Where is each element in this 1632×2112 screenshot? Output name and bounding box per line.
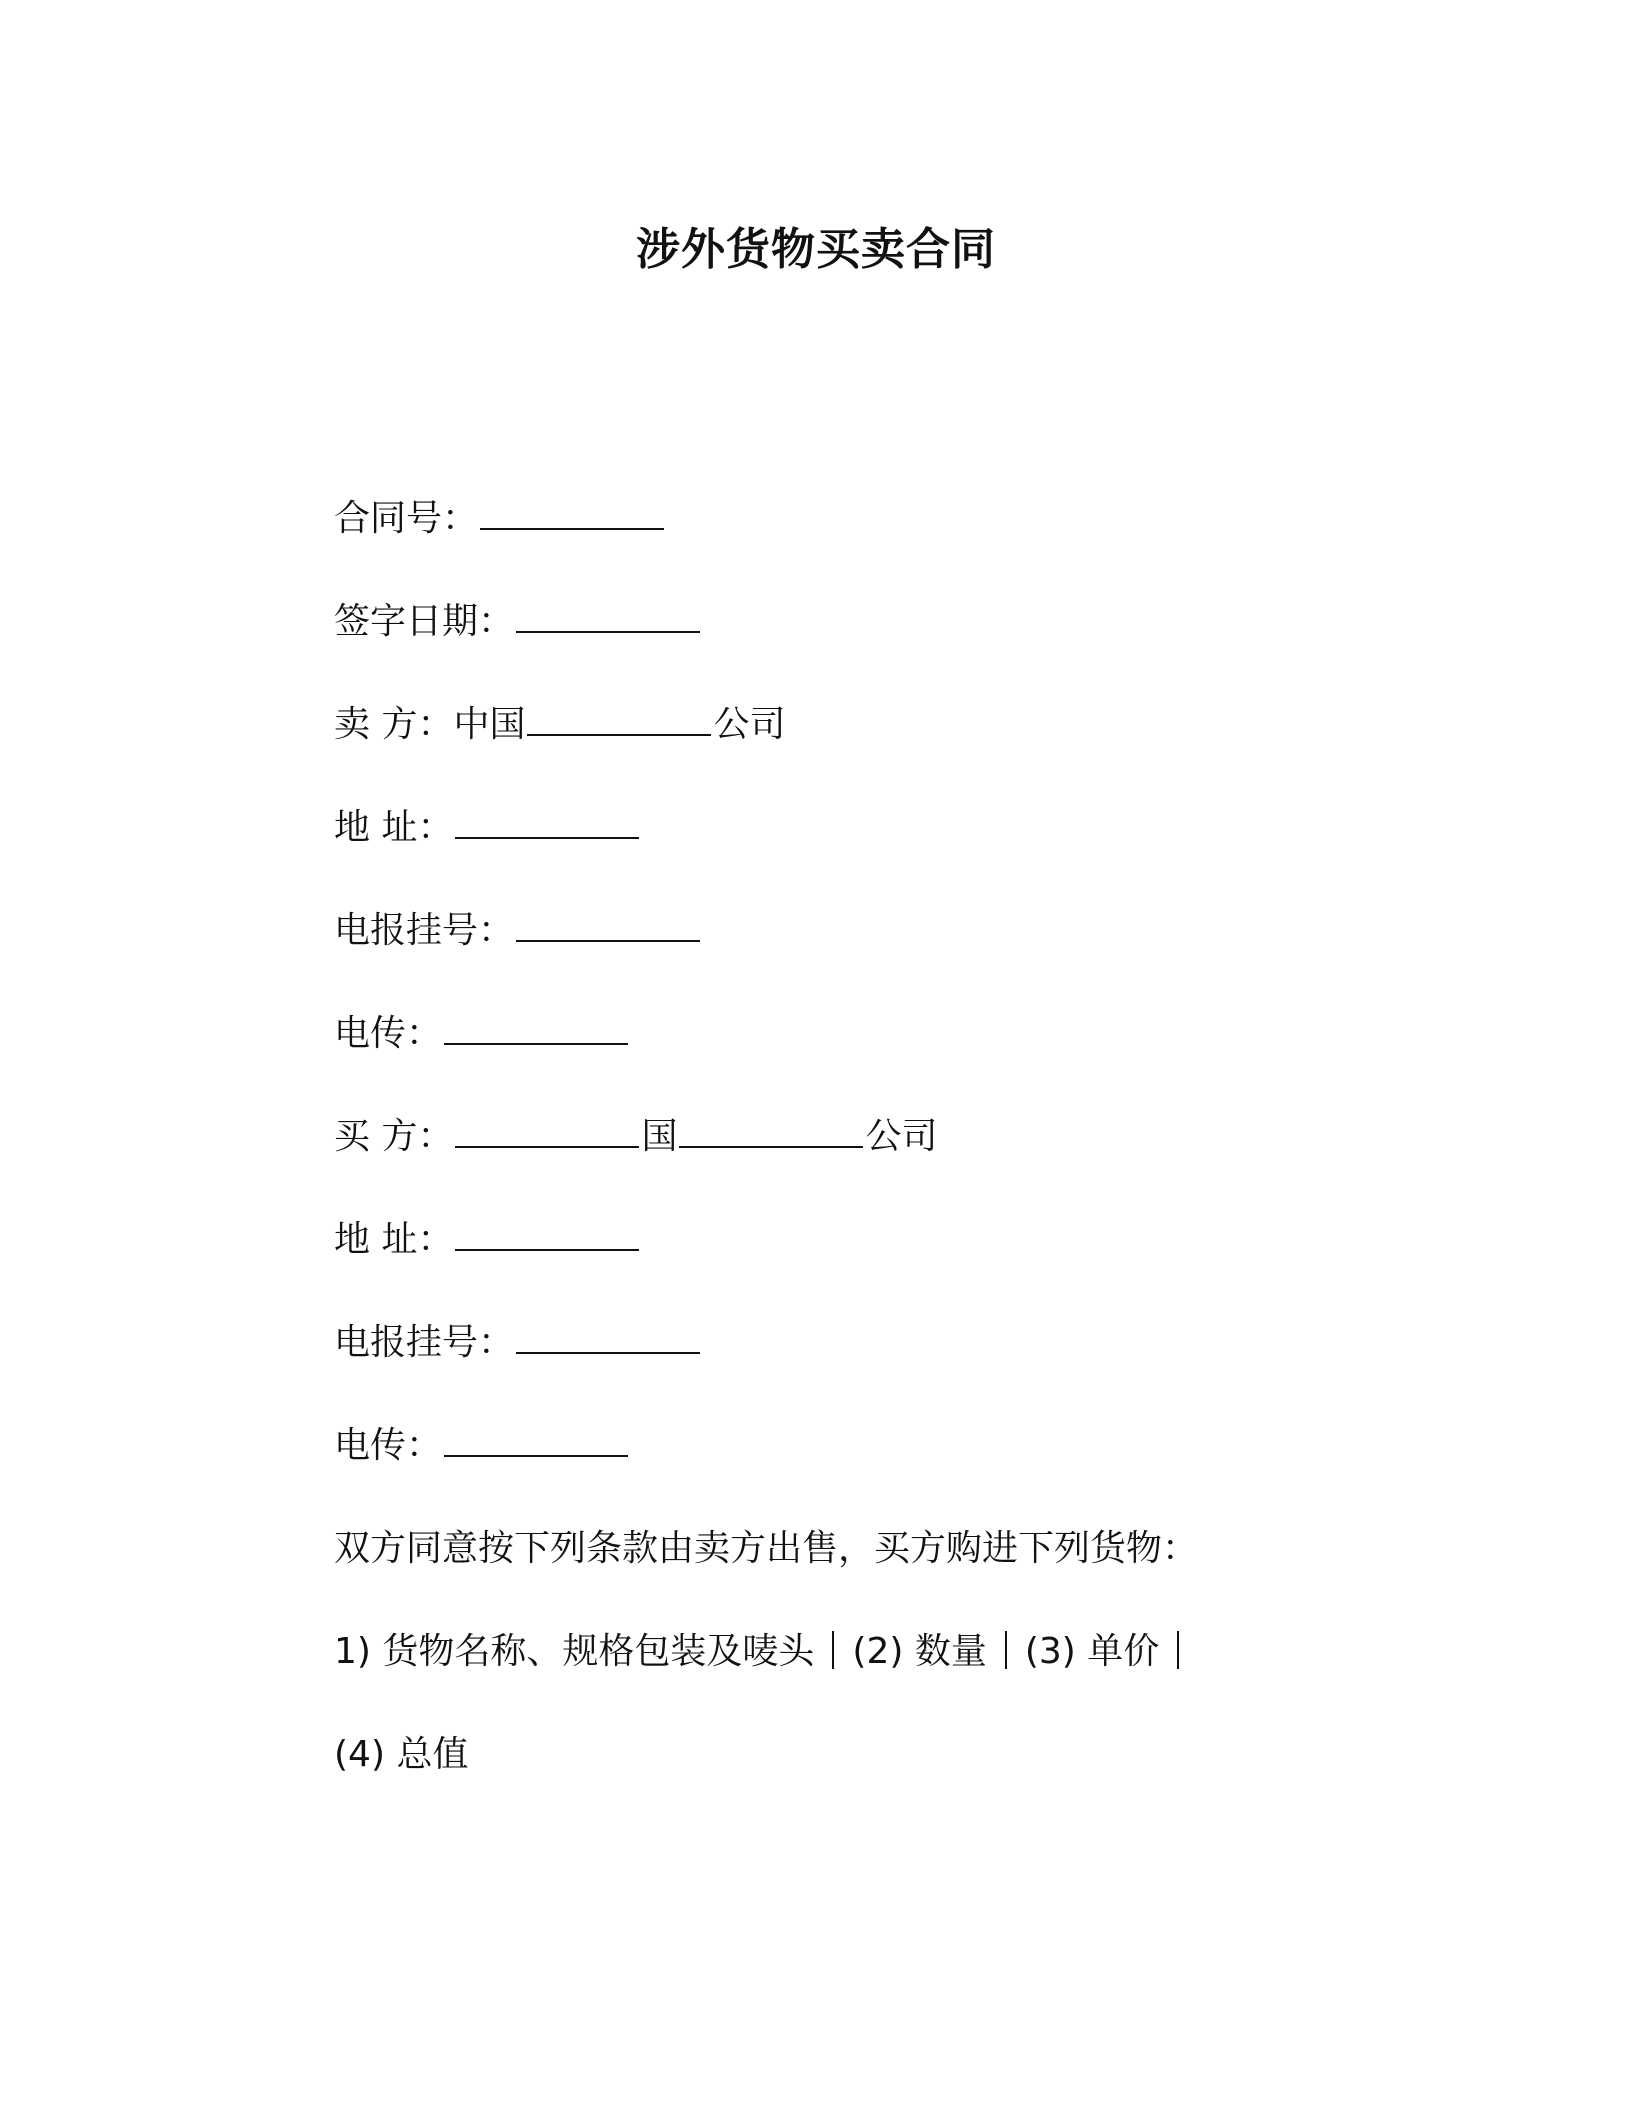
seller-fax-blank: [444, 1009, 628, 1045]
seller-name-blank: [527, 700, 711, 736]
buyer-line: [334, 1112, 937, 1162]
buyer-suffix: 公司: [865, 1116, 938, 1157]
buyer-cable-blank: [516, 1318, 700, 1354]
buyer-address-label: 地 址：: [334, 1219, 454, 1260]
seller-line: [334, 700, 785, 750]
goods-column-3: (3) 单价: [1024, 1631, 1160, 1672]
goods-column-2: (2) 数量: [852, 1631, 987, 1672]
buyer-name-blank: [679, 1112, 863, 1148]
buyer-label: 买 方：: [334, 1116, 454, 1157]
seller-cable-label: 电报挂号：: [334, 910, 515, 951]
goods-columns-line: [334, 1627, 1197, 1677]
column-divider: [832, 1631, 834, 1669]
seller-suffix: 公司: [713, 704, 786, 745]
contract-number-blank: [480, 494, 664, 530]
seller-address-label: 地 址：: [334, 807, 454, 848]
seller-label: 卖 方：: [334, 704, 454, 745]
seller-cable-blank: [516, 906, 700, 942]
buyer-fax-label: 电传：: [334, 1425, 443, 1466]
buyer-fax-line: [334, 1421, 630, 1471]
column-divider: [1177, 1631, 1179, 1669]
buyer-address-line: [334, 1215, 641, 1265]
agreement-paragraph: 双方同意按下列条款由卖方出售，买方购进下列货物：: [334, 1528, 1199, 1569]
sign-date-line: [334, 597, 702, 647]
document-title: 涉外货物买卖合同: [636, 224, 996, 275]
column-divider: [1005, 1631, 1007, 1669]
buyer-address-blank: [455, 1215, 639, 1251]
buyer-country-word: 国: [641, 1116, 678, 1157]
sign-date-label: 签字日期：: [334, 601, 515, 642]
goods-column-1: 1) 货物名称、规格包装及唛头: [334, 1631, 815, 1672]
buyer-cable-line: [334, 1318, 702, 1368]
seller-address-blank: [455, 803, 639, 839]
buyer-fax-blank: [444, 1421, 628, 1457]
seller-fax-label: 电传：: [334, 1013, 443, 1054]
buyer-country-blank: [455, 1112, 639, 1148]
sign-date-blank: [516, 597, 700, 633]
buyer-cable-label: 电报挂号：: [334, 1322, 515, 1363]
contract-number-label: 合同号：: [334, 498, 479, 539]
goods-column-4: (4) 总值: [334, 1734, 469, 1775]
seller-cable-line: [334, 906, 702, 956]
contract-number-line: [334, 494, 666, 544]
seller-address-line: [334, 803, 641, 853]
seller-fax-line: [334, 1009, 630, 1059]
seller-country: 中国: [453, 704, 526, 745]
